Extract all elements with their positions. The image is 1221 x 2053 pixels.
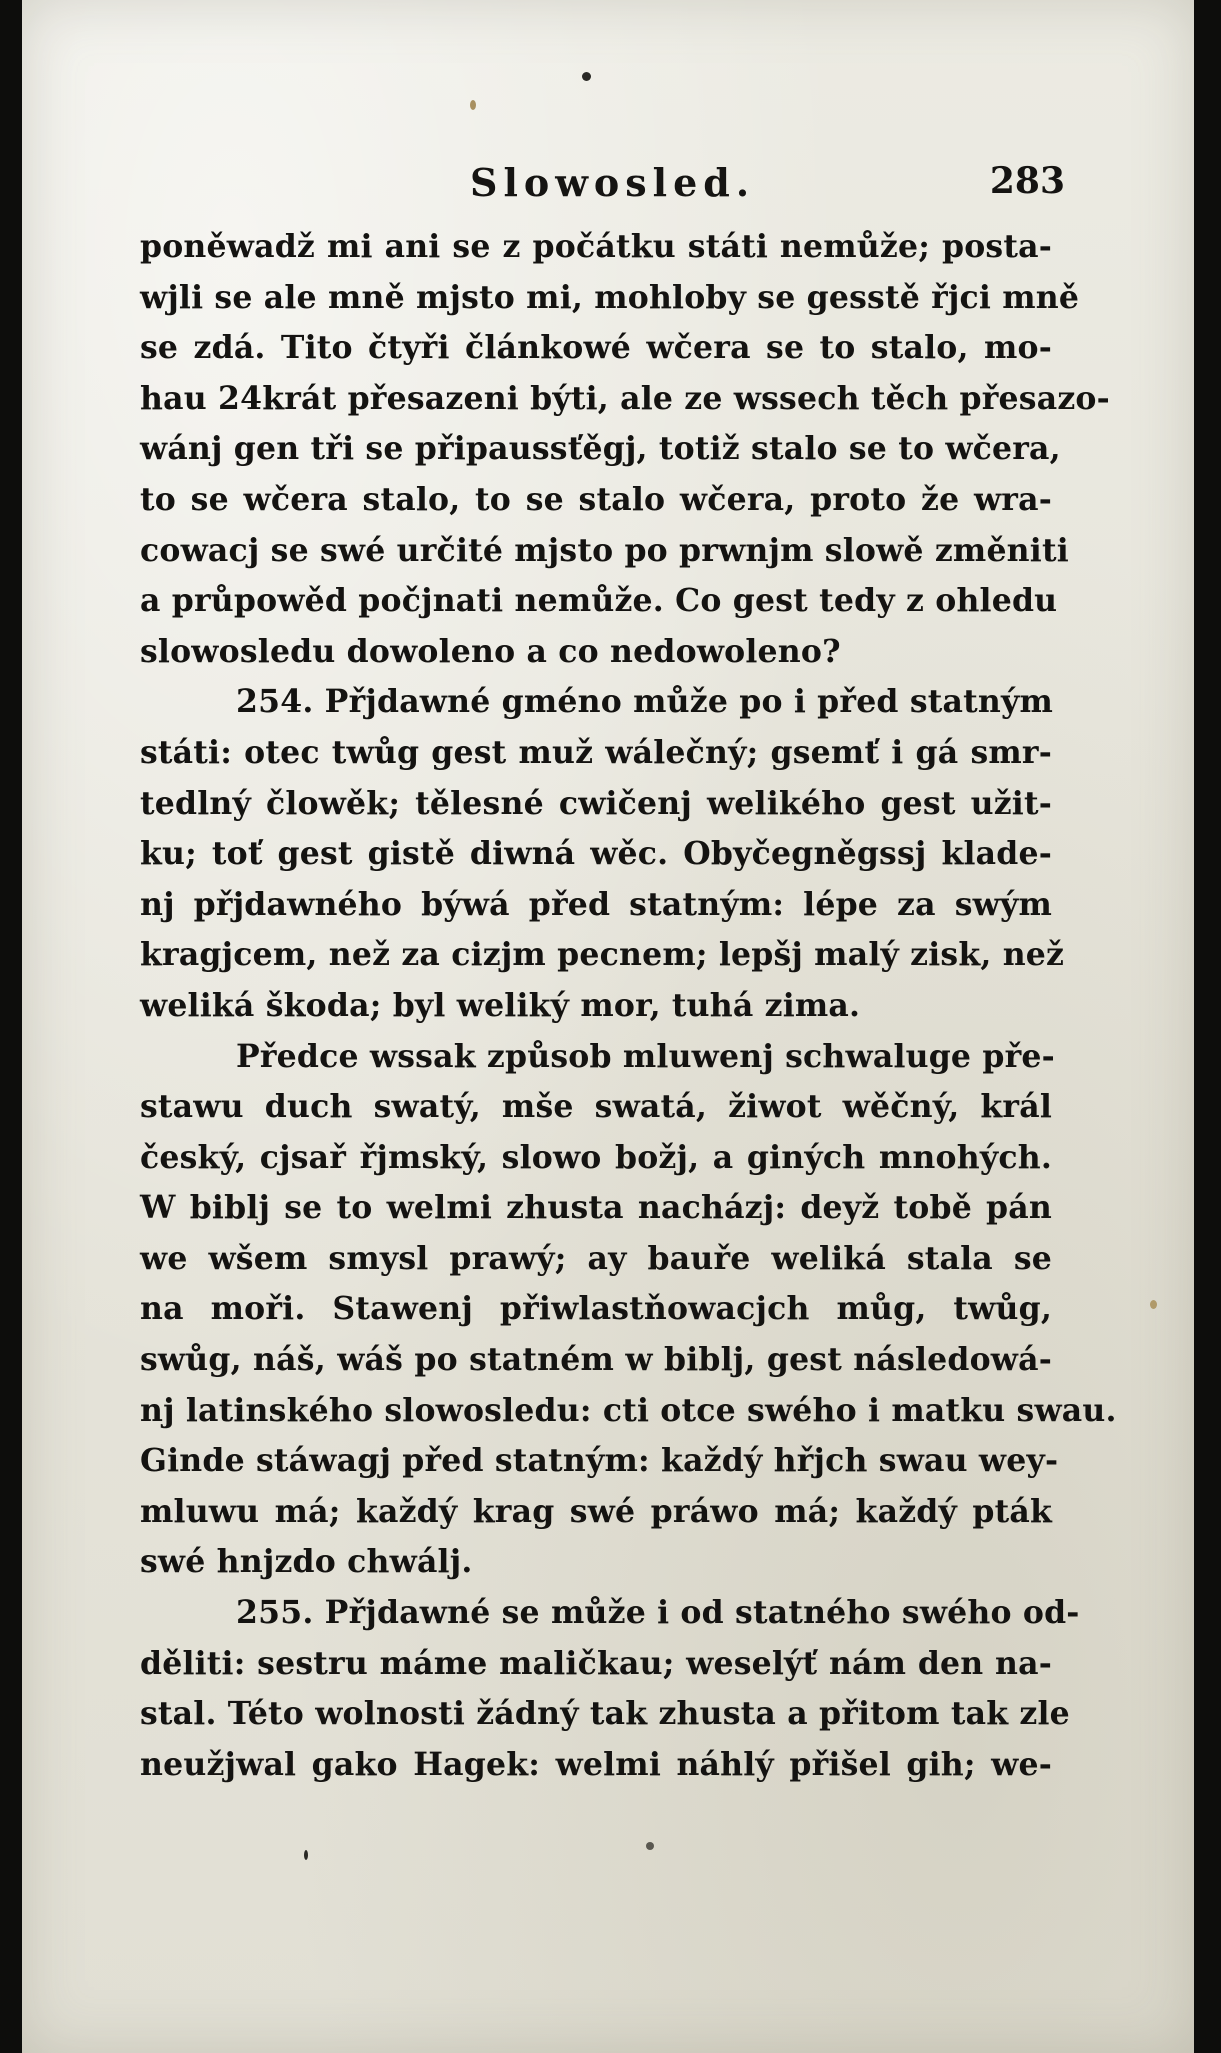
- text-line: děliti: sestru máme maličkau; weselýť nám den na-: [140, 1644, 1052, 1682]
- body-text: [140, 222, 1117, 1790]
- text-line: stal. Této wolnosti žádný tak zhusta a přitom tak zle: [140, 1695, 1070, 1733]
- ink-speck: [582, 72, 591, 81]
- text-line: swé hnjzdo chwálj.: [140, 1543, 473, 1581]
- paragraph-254-start: 254. Přjdawné gméno může po i před statným: [236, 683, 1054, 721]
- running-head: Slowosled.: [470, 160, 756, 205]
- text-line: státi: otec twůg gest muž wálečný; gsemť i gá smr-: [140, 733, 1052, 771]
- paragraph-start: Předce wssak způsob mluwenj schwaluge pře-: [236, 1037, 1055, 1075]
- text-line: nj přjdawného býwá před statným: lépe za swým: [140, 885, 1052, 923]
- ink-speck: [1150, 1300, 1157, 1309]
- text-line: wánj gen tři se připaussťěgj, totiž stalo se to wčera,: [140, 430, 1061, 468]
- text-line: to se wčera stalo, to se stalo wčera, proto že wra-: [140, 480, 1052, 518]
- text-line: tedlný člowěk; tělesné cwičenj welikého gest užit-: [140, 784, 1052, 822]
- text-line: W biblj se to welmi zhusta nacházj: deyž tobě pán: [140, 1189, 1052, 1227]
- text-line: nj latinského slowosledu: cti otce swého i matku swau.: [140, 1391, 1117, 1429]
- text-line: mluwu má; každý krag swé práwo má; každý pták: [140, 1492, 1052, 1530]
- text-line: se zdá. Tito čtyři článkowé wčera se to stalo, mo-: [140, 329, 1052, 367]
- ink-speck: [470, 100, 476, 110]
- text-line: poněwadž mi ani se z počátku státi nemůže; posta-: [140, 228, 1052, 265]
- text-line: na moři. Stawenj přiwlastňowacjch můg, twůg,: [140, 1290, 1052, 1328]
- page-number: 283: [989, 160, 1065, 202]
- text-line: hau 24krát přesazeni býti, ale ze wssech těch přesazo-: [140, 379, 1110, 417]
- text-line: slowosledu dowoleno a co nedowoleno?: [140, 632, 841, 670]
- text-line: stawu duch swatý, mše swatá, žiwot wěčný, král: [140, 1088, 1052, 1126]
- text-line: wjli se ale mně mjsto mi, mohloby se gesstě řjci mně: [140, 278, 1080, 316]
- text-line: český, cjsař řjmský, slowo božj, a giných mnohých.: [140, 1138, 1052, 1176]
- text-line: cowacj se swé určité mjsto po prwnjm slowě změniti: [140, 531, 1069, 569]
- text-line: ku; toť gest gistě diwná wěc. Obyčegněgssj klade-: [140, 835, 1052, 873]
- text-line: we wšem smysl prawý; ay bauře weliká stala se: [140, 1239, 1052, 1277]
- paragraph-255-start: 255. Přjdawné se může i od statného swého od-: [236, 1594, 1080, 1632]
- text-line: swůg, náš, wáš po statném w biblj, gest následowá-: [140, 1341, 1052, 1379]
- text-line: weliká škoda; byl weliký mor, tuhá zima.: [140, 986, 861, 1024]
- ink-speck: [304, 1850, 308, 1860]
- book-page: [22, 0, 1194, 2053]
- ink-speck: [646, 1842, 654, 1850]
- text-line: a průpowěd počjnati nemůže. Co gest tedy z ohledu: [140, 582, 1058, 620]
- text-line: kragjcem, než za cizjm pecnem; lepšj malý zisk, než: [140, 936, 1065, 974]
- text-line: neužjwal gako Hagek: welmi náhlý přišel gih; we-: [140, 1745, 1052, 1783]
- page-header: [190, 160, 1065, 216]
- text-line: Ginde stáwagj před statným: každý hřjch swau wey-: [140, 1442, 1059, 1480]
